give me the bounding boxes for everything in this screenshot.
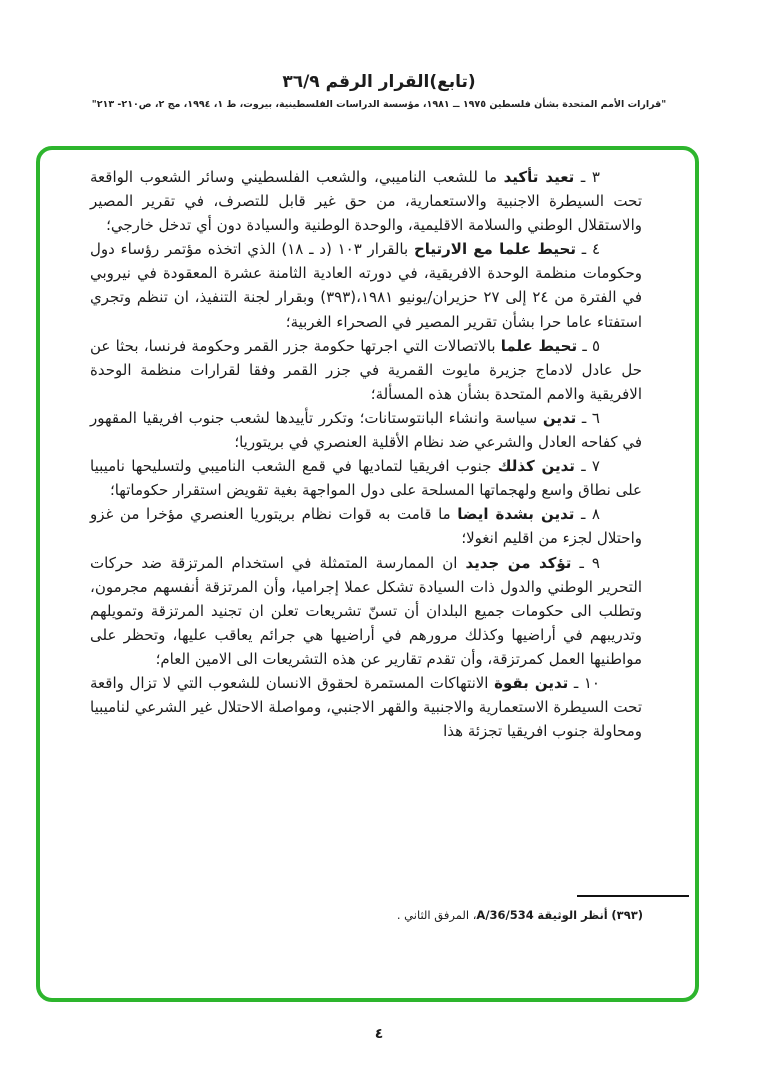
- paragraph-lead: تدين بشدة ايضا: [457, 505, 575, 524]
- paragraph-number: ٩ ـ: [579, 553, 600, 572]
- resolution-paragraph: [90, 454, 642, 502]
- paragraph-number: ٥ ـ: [582, 336, 600, 355]
- green-border-frame: [36, 146, 699, 1002]
- paragraph-number: ٧ ـ: [581, 457, 600, 476]
- paragraph-text: بالاتصالات التي اجرتها حكومة جزر القمر وحكومة فرنسا، بحثا عن حل عادل لادماج جزيرة مايوت القمرية في جزر القمر وفقا لقرارات منظمة الوحدة الافريقية والامم المتحدة بشأن هذه المسألة؛: [90, 336, 642, 403]
- paragraph-lead: تحيط علما: [500, 336, 578, 355]
- footnote-document-reference: A/36/534: [476, 908, 534, 922]
- paragraph-number: ٦ ـ: [581, 408, 600, 427]
- paragraph-text: ما قامت به قوات نظام بريتوريا العنصري مؤخرا من غزو واحتلال لجزء من اقليم انغولا؛: [90, 505, 642, 548]
- paragraph-text: ما للشعب الناميبي، والشعب الفلسطيني وسائر الشعوب الواقعة تحت السيطرة الاجنبية والاستعمارية، من حق غير قابل للتصرف، في تقرير المصير والاستقلال الوطني والسلامة الاقليمية، والوحدة الوطنية والسيادة دون أي تدخل خارجي؛: [90, 168, 642, 235]
- footnote-text: ، المرفق الثاني .: [396, 908, 477, 922]
- resolution-paragraph: [90, 334, 642, 406]
- paragraph-lead: تدين: [542, 408, 577, 427]
- resolution-title: (تابع)القرار الرقم ٣٦/٩: [282, 72, 476, 92]
- resolution-paragraph: [90, 671, 642, 743]
- resolution-paragraph: [90, 406, 642, 454]
- footnote: [90, 908, 693, 922]
- paragraph-lead: تدين بقوة: [494, 673, 569, 692]
- resolution-paragraph: [90, 551, 642, 671]
- paragraph-text: سياسة وانشاء البانتوستانات؛ وتكرر تأييدها لشعب جنوب افريقيا المقهور في كفاحه العادل والشرعي ضد نظام الأقلية العنصري في بريتوريا؛: [90, 408, 642, 452]
- footnote-marker: (٣٩٣): [611, 908, 643, 922]
- page-number: ٤: [374, 1026, 384, 1042]
- footnote-separator-line: [577, 895, 689, 897]
- resolution-body: [90, 165, 642, 743]
- paragraph-number: ٨ ـ: [580, 505, 600, 524]
- paragraph-lead: تعيد تأكيد: [503, 168, 575, 186]
- paragraph-text: الانتهاكات المستمرة لحقوق الانسان للشعوب التي لا تزال واقعة تحت السيطرة الاستعمارية والاجنبية والقهر الاجنبي، ومواصلة الاحتلال غير الشرعي لناميبيا ومحاولة جنوب افريقيا تجزئة هذا: [90, 673, 642, 741]
- resolution-paragraph: [90, 165, 642, 237]
- paragraph-lead: تدين كذلك: [497, 457, 575, 476]
- paragraph-lead: تحيط علما مع الارتياح: [413, 240, 576, 259]
- paragraph-text: ان الممارسة المتمثلة في استخدام المرتزقة ضد حركات التحرير الوطني والدول ذات السيادة تشكل عملا إجراميا، وأن المرتزقة أنفسهم مجرمون، وتطلب الى حكومات جميع البلدان أن تسنّ تشريعات تعلن ان تجنيد المرتزقة وتمويلهم وتدريبهم في أراضيها وكذلك مرورهم في أراضيها هي جرائم يعاقب عليها، وتحظر على مواطنيها العمل كمرتزقة، وأن تقدم تقارير عن هذه التشريعات الى الامين العام؛: [90, 553, 642, 668]
- paragraph-text: جنوب افريقيا لتماديها في قمع الشعب الناميبي ولتسليحها ناميبيا على نطاق واسع ولهجماتها المسلحة على دول المواجهة بغية تقويض استقرار حكوماتها؛: [90, 457, 642, 500]
- footnote-lead: أنظر الوثيقة: [537, 908, 608, 922]
- paragraph-lead: تؤكد من جديد: [465, 553, 572, 572]
- resolution-paragraph: [90, 502, 642, 550]
- page-header: [0, 72, 758, 110]
- paragraph-text: بالقرار ١٠٣ (د ـ ١٨) الذي اتخذه مؤتمر رؤساء دول وحكومات منظمة الوحدة الافريقية، في دورته العادية الثامنة عشرة المعقودة في نيروبي في الفترة من ٢٤ إلى ٢٧ حزيران/يونيو ١٩٨١،(٣٩٣) وبقرار لجنة التنفيذ، ان تنظم وتجري استفتاء عاما حرا بشأن تقرير المصير في الصحراء الغربية؛: [90, 240, 643, 331]
- resolution-paragraph: [90, 237, 642, 333]
- source-citation: "قرارات الأمم المتحدة بشأن فلسطين ١٩٧٥ ــ ١٩٨١، مؤسسة الدراسات الفلسطينية، بيروت، ط ١، ١٩٩٤، مج ٢، ص٢١٠- ٢١٣": [91, 99, 667, 110]
- page-footer: [0, 1026, 758, 1042]
- paragraph-number: ٤ ـ: [581, 240, 600, 259]
- footnote-area: [90, 895, 693, 922]
- paragraph-number: ١٠ ـ: [573, 673, 600, 692]
- paragraph-number: ٣ ـ: [580, 168, 600, 186]
